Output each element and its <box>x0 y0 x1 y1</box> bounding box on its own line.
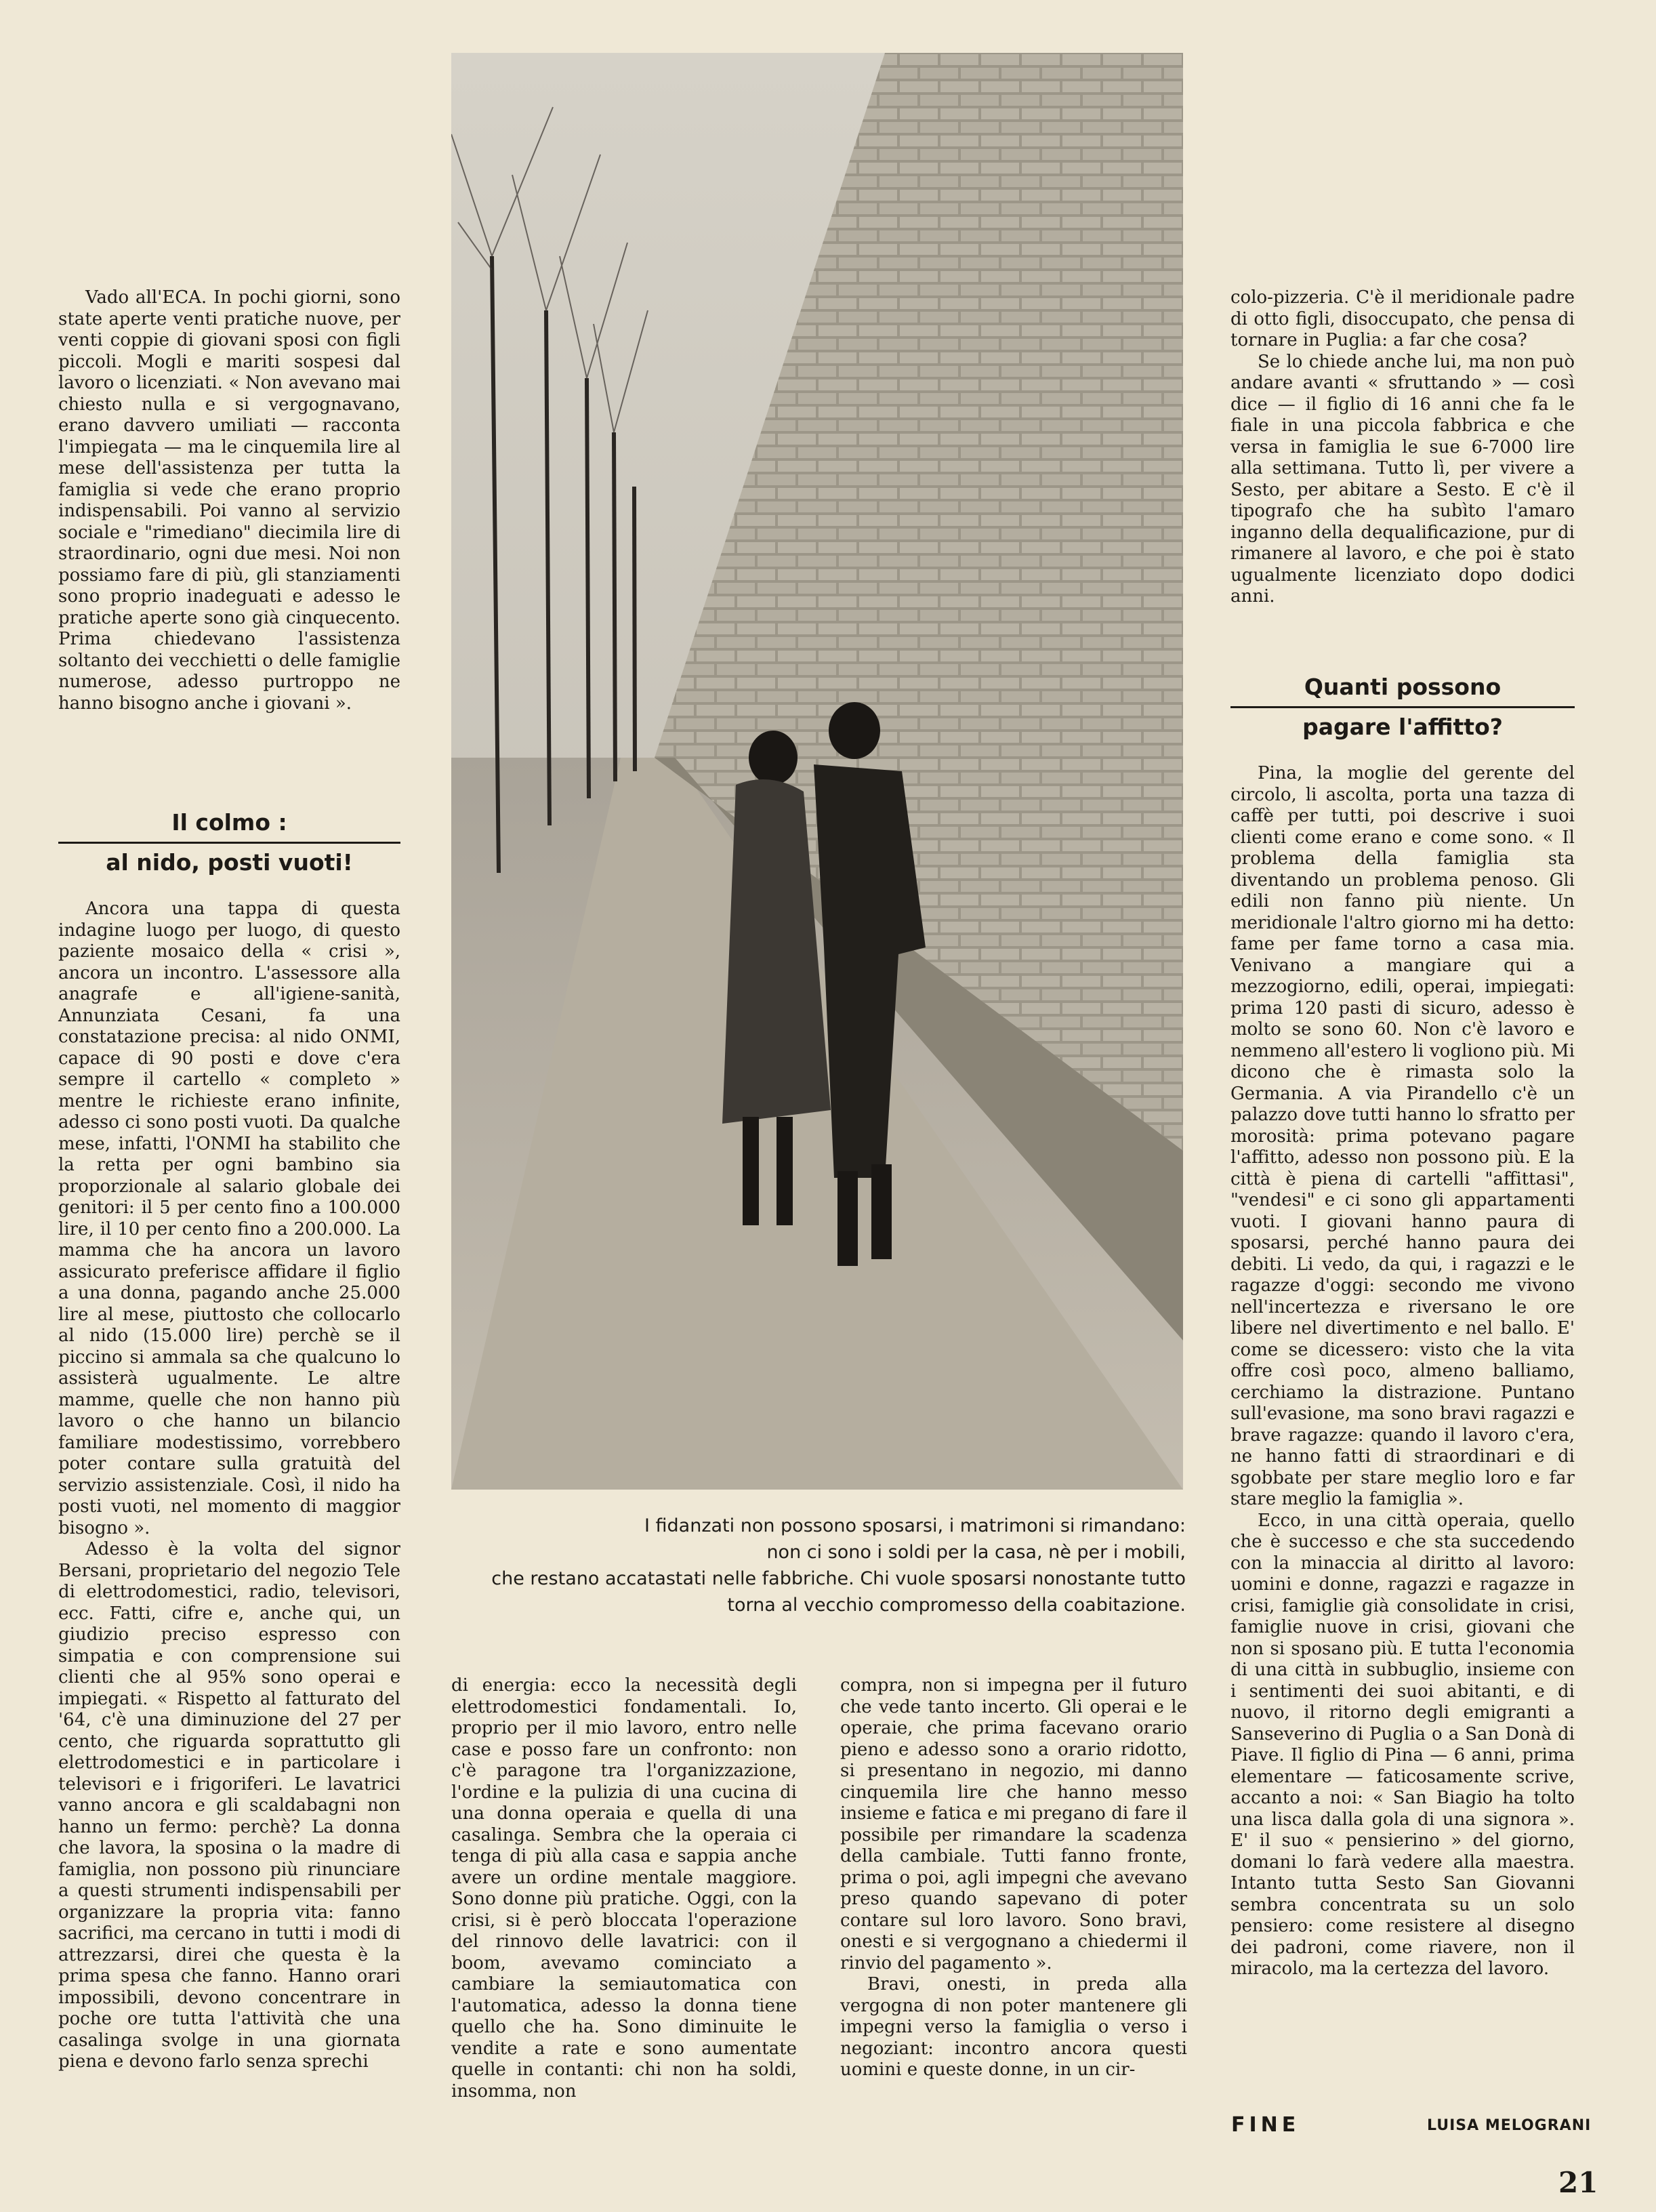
column-2 <box>451 1675 797 2102</box>
paragraph-pina: Pina, la moglie del gerente del circolo, li ascolta, porta una tazza di caffè per tutti, poi descrive i suoi clienti come erano e come sono. « Il problema della famiglia sta diventando un problema penoso. Gli edili non fanno più niente. Un meridionale l'altro giorno mi ha detto: fame per fame torno a casa mia. Venivano a mangiare qui a mezzogiorno, edili, operai, impiegati: prima 120 pasti di sicuro, adesso è molto se sono 60. Non c'è lavoro e nemmeno all'estero li vogliono più. Mi dicono che è rimasta solo la Germania. A via Pirandello c'è un palazzo dove tutti hanno lo sfratto per morosità: prima potevano pagare l'affitto, adesso non possono più. E la città è piena di cartelli "affittasi", "vendesi" e ci sono gli appartamenti vuoti. I giovani hanno paura di sposarsi, perché hanno paura dei debiti. Li vedo, da qui, i ragazzi e le ragazze d'oggi: secondo me vivono nell'incertezza e riversano le ore libere nel divertimento e nel ballo. E' come se dicessero: visto che la vita offre così poco, almeno balliamo, cerchiamo la distrazione. Puntano sull'evasione, ma sono bravi ragazzi e brave ragazze: quando il lavoro c'era, ne hanno fatti di straordinari e di sgobbate per stare meglio loro e far stare meglio la famiglia ». <box>1230 763 1575 1509</box>
photo-couple-walking <box>451 53 1183 1490</box>
subhead-quanti-possono-line1: Quanti possono <box>1304 674 1502 700</box>
paragraph-eca: Vado all'ECA. In pochi giorni, sono state aperte venti pratiche nuove, per venti coppie di giovani sposi con figli piccoli. Mogli e mariti sospesi dal lavoro o licenziati. « Non avevano mai chiesto nulla e si vergognavano, erano davvero umiliati — racconta l'impiegata — ma le cinquemila lire al mese dell'assistenza per tutta la famiglia si vede che erano proprio indispensabili. Poi vanno al servizio sociale e "rimediano" diecimila lire di straordinario, ogni due mesi. Noi non possiamo fare di più, gli stanziamenti sono proprio inadeguati e adesso le pratiche aperte sono già cinquecento. Prima chiedevano l'assistenza soltanto dei vecchietti o delle famiglie numerose, adesso purtroppo ne hanno bisogno anche i giovani ». <box>58 287 400 714</box>
caption-line-4: torna al vecchio compromesso della coabitazione. <box>727 1595 1186 1616</box>
subhead-il-colmo-line1: Il colmo : <box>171 809 287 836</box>
caption-line-1: I fidanzati non possono sposarsi, i matrimoni si rimandano: <box>644 1515 1186 1536</box>
paragraph-citta-operaia: Ecco, in una città operaia, quello che è successo e che sta succedendo con la minaccia al diritto al lavoro: uomini e donne, ragazzi e ragazze in crisi, famiglie già consolidate in crisi, famiglie nuove in crisi, giovani che non si sposano più. E tutta l'economia di una città in subbuglio, insieme con i sentimenti dei suoi abitanti, e di nuovo, il ritorno degli emigranti a Sanseverino di Puglia o a San Donà di Piave. Il figlio di Pina — 6 anni, prima elementare — faticosamente scrive, accanto a noi: « San Biagio ha tolto una lisca dalla gola di una signora ». E' il suo « pensierino » del giorno, domani lo farà vedere alla maestra. Intanto tutta Sesto San Giovanni sembra concentrata su un solo pensiero: come resistere al disegno dei padroni, come riavere, non il miracolo, ma la certezza del lavoro. <box>1230 1510 1575 1979</box>
paragraph-energia: di energia: ecco la necessità degli elettrodomestici fondamentali. Io, proprio per il mio lavoro, entro nelle case e posso fare un confronto: non c'è paragone tra l'organizzazione, l'ordine e la pulizia di una cucina di una donna operaia e quella di una casalinga. Sembra che la operaia ci tenga di più alla casa e sappia anche avere un ordine mentale maggiore. Sono donne più pratiche. Oggi, con la crisi, si è però bloccata l'operazione del rinnovo delle lavatrici: con il boom, avevamo cominciato a cambiare la semiautomatica con l'automatica, adesso la donna tiene quello che ha. Sono diminuite le vendite a rate e sono aumentate quelle in contanti: chi non ha soldi, insomma, non <box>451 1675 797 2102</box>
column-4-top <box>1230 287 1575 608</box>
paragraph-nido: Ancora una tappa di questa indagine luogo per luogo, di questo paziente mosaico della « crisi », ancora un incontro. L'assessore alla anagrafe e all'igiene-sanità, Annunziata Cesani, fa una constatazione precisa: al nido ONMI, capace di 90 posti e dove c'era sempre il cartello « completo » mentre le richieste erano infinite, adesso ci sono posti vuoti. Da qualche mese, infatti, l'ONMI ha stabilito che la retta per ogni bambino sia proporzionale al salario globale dei genitori: il 5 per cento fino a 100.000 lire, il 10 per cento fino a 200.000. La mamma che ha ancora un lavoro assicurato preferisce affidare il figlio a una donna, pagando anche 25.000 lire al mese, piuttosto che collocarlo al nido (15.000 lire) perchè se il piccino si ammala sa che qualcuno lo assisterà ugualmente. Le altre mamme, quelle che non hanno più lavoro o che hanno un bilancio familiare modestissimo, vorrebbero poter contare sulla gratuità del servizio assistenziale. Così, il nido ha posti vuoti, nel momento di maggior bisogno ». <box>58 899 400 1538</box>
subhead-il-colmo-line2: al nido, posti vuoti! <box>106 849 353 876</box>
column-4-bottom <box>1230 763 1575 1980</box>
end-mark: FINE <box>1231 2113 1300 2137</box>
subhead-quanti-possono-line2: pagare l'affitto? <box>1302 714 1503 740</box>
photo-caption <box>447 1513 1186 1618</box>
column-1-bottom <box>58 899 400 2073</box>
column-1-top <box>58 287 400 714</box>
paragraph-figlio-16-anni: Se lo chiede anche lui, ma non può andare avanti « sfruttando » — così dice — il figlio di 16 anni che fa le fiale in una piccola fabbrica e che versa in famiglia le sue 6-7000 lire alla settimana. Tutto lì, per vivere a Sesto, per abitare a Sesto. E c'è il tipografo che ha subìto l'amaro inganno della dequalificazione, pur di rimanere al lavoro, e che poi è stato ugualmente licenziato dopo dodici anni. <box>1230 351 1575 607</box>
subhead-rule <box>58 842 400 844</box>
paragraph-bersani: Adesso è la volta del signor Bersani, proprietario del negozio Tele di elettrodomestici, radio, televisori, ecc. Fatti, cifre e, anche qui, un giudizio preciso espresso con simpatia e con comprensione sui clienti che al 95% sono operai e impiegati. « Rispetto al fatturato del '64, c'è una diminuzione del 27 per cento, che riguarda soprattutto gli elettrodomestici e in particolare i televisori e i frigoriferi. Le lavatrici vanno ancora e gli scaldabagni non hanno un fermo: perchè? La donna che lavora, la sposina o la madre di famiglia, non possono più rinunciare a questi strumenti indispensabili per organizzare la propria vita: fanno sacrifici, ma cercano in tutti i modi di attrezzarsi, direi che questa è la prima spesa che fanno. Hanno orari impossibili, devono concentrare in poche ore tutta l'attività che una casalinga svolge in una giornata piena e devono farlo senza sprechi <box>58 1539 400 2072</box>
caption-line-3: che restano accatastati nelle fabbriche. Chi vuole sposarsi nonostante tutto <box>491 1568 1186 1589</box>
subhead-il-colmo <box>58 808 400 878</box>
paragraph-pizzeria: colo-pizzeria. C'è il meridionale padre di otto figli, disoccupato, che pensa di tornare in Puglia: a far che cosa? <box>1230 287 1575 350</box>
photo-illustration <box>451 53 1183 1490</box>
author-byline: LUISA MELOGRANI <box>1427 2117 1592 2134</box>
page-number: 21 <box>1558 2166 1598 2199</box>
caption-line-2: non ci sono i soldi per la casa, nè per i mobili, <box>766 1542 1186 1563</box>
paragraph-compra: compra, non si impegna per il futuro che vede tanto incerto. Gli operai e le operaie, che prima facevano orario pieno e adesso sono a orario ridotto, si presentano in negozio, mi danno cinquemila lire che hanno messo insieme e fatica e mi pregano di fare il possibile per rimandare la scadenza della cambiale. Tutti fanno fronte, prima o poi, agli impegni che avevano preso quando sapevano di poter contare sul loro lavoro. Sono bravi, onesti e si vergognano a chiedermi il rinvio del pagamento ». <box>840 1675 1187 1973</box>
subhead-quanti-possono <box>1230 672 1575 742</box>
column-3 <box>840 1675 1187 2081</box>
paragraph-bravi-onesti: Bravi, onesti, in preda alla vergogna di non poter mantenere gli impegni verso la famiglia o verso i negoziant: incontro ancora questi uomini e queste donne, in un cir- <box>840 1974 1187 2080</box>
subhead-rule-2 <box>1230 706 1575 708</box>
